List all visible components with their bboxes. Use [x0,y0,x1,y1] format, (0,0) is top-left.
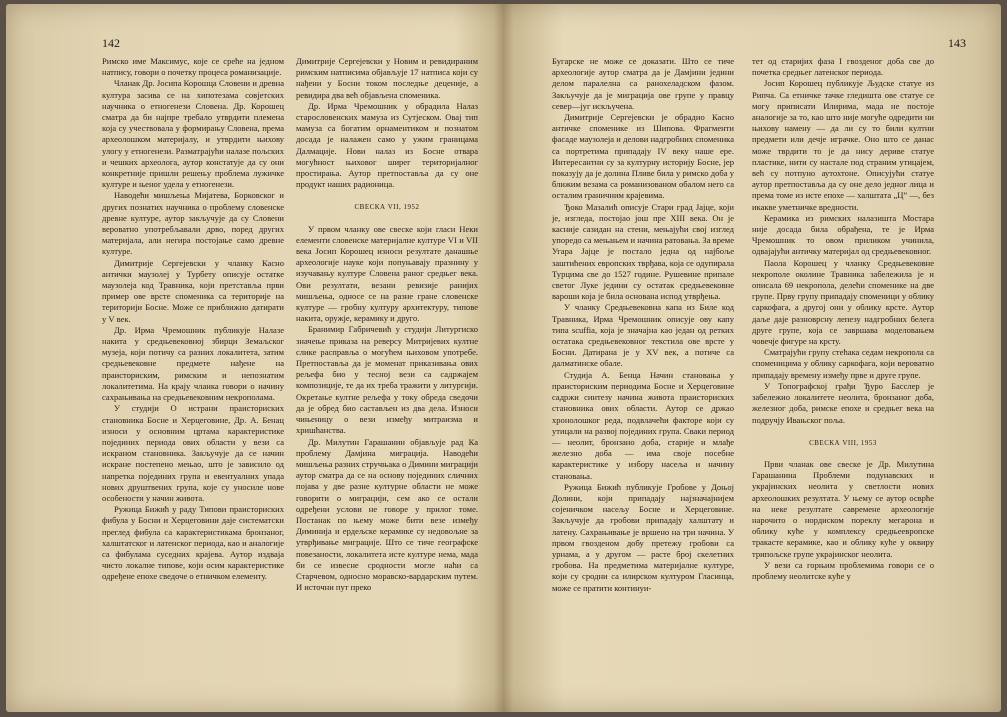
paragraph: Наводећи мишљења Мијатева, Борковског и других познатих научника о проблему словенске древне културе, аутор закључује да су Словени вероватно употребљавали дрво, поред других материјала, али негира постојање само древне културе. [102,190,284,257]
paragraph: Бранимир Габричевић у студији Литургиско значење приказа на реверсу Митријевих култне слике расправља о могућем њиховом употребе. Претпоставља да је моменат приказивања ових рељефа био у тесној вези са садржајем композиције, те да их треба тражити у литургији. Окретање култне рељефа у току обреда сведочи да је обред био састављен из два дела. Износи чињеницу о вези између митраизма и хришћанства. [296,324,478,436]
text-column-3 [552,56,734,696]
paragraph: У вези са горњим проблемима говори се о проблему неолитске куће у [752,559,934,581]
text-column-2 [296,56,478,696]
paragraph: Први чланак ове свеске је Др. Милутина Гарашанина Проблеми подунавских и украјинских неолита у светлости нових археолошких резултата. У њему се аутор осврће на неке резултате савремене археологије нарочито о нордиском пореклу мегарона и облику куће у комплексу средњеевропске тракасте керамике, као и облику куће у оквиру трипољске групе украјинског неолита. [752,458,934,559]
paragraph: Ружица Бижић у раду Типови праисториских фибула у Босни и Херцеговини даје систематски преглед фибула са карактеристикама бронзаног, халштатског и латенског периода, као и аналогије са фибулама суседних крајева. Аутор издваја чисто локалне типове, који осим карактеристике одређене епохе сведоче о етничком елементу. [102,504,284,582]
paragraph: У студији О истрани праисториских становника Босне и Херцеговине, Др. А. Бенац износи у основним цртама карактеристике појединих периода ових области у вези са искраном становника. Закључује да се начин искране постепено мењао, што је зависило од напретка појединих група и евентуалних упада нових друштвених група, које су уносиле нове особености у начин живота. [102,403,284,503]
paragraph: Др. Ирма Чремошник у обрадила Налаз старословенских мамуза из Сутјеском. Овај тип мамуза са богатим орнаментиком и познатом досада је налажен само у ужим границама Далмације. Нови налаз из Босне отвара могућност њиховог ширег територијалног простирања. Аутор претпоставља да су оне продукт наших радионица. [296,100,478,190]
paragraph: Чланак Др. Јосипа Корошца Словени и древна култура засива се на хипотезама совјетских научника о етногенези Словена. Др. Корошец сматра да би најпре требало утврдити племена која су учествовала у формирању Словена, према археолошком материјалу, и утврдити њихову улогу у етногенези. Разматрајући налазе пољских и чешких археолога, аутор констатује да су они конкретније пришли решењу проблема лужичке културе и њеног удела у етногенези. [102,78,284,190]
page-number-left: 142 [102,36,120,50]
paragraph: Ружица Бижић публикује Гробове у Доњој Долини, који припадају најзначајнијем сојеничком насељу Босне и Херцеговине. Закључује да гробови припадају халштату и латену. Сахрањивање је вршено на три начина. У првом гвозденом добу претежу гробови са урнама, а у другом — расте број скелетних гробова. На предметима материјалне културе, који су сродни са илирском културом Гласинца, може се пратити континуи- [552,481,734,593]
paragraph: Јосип Корошец публикује Људске статуе из Рипча. Са етничке тачке гледишта ове статуе се могу приписати Илирима, мада не постоје аналогије за то, као што није могуће одредити ни њихову намену — да ли су то били култни предмети или дечје играчке. Оно што се данас може тврдити то је да нису дериве статуе пластике, нити су настале под страним утицајем, већ су потпуно аутохтоне. Описујући статуе аутор претпоставља да су оне дело једног лица и према томе из исте епохе — халштата „Ц” —, без икакве уметничке вредности. [752,78,934,212]
paragraph: Димитрије Сергејевски у Новим и ревидираним римским натписима објављује 17 натписа који су нађени у Босни током последње деценије, а ревидира два већ објављена споменика. [296,56,478,100]
book-spread [6,4,1001,712]
paragraph: Сматрајући групу стећака седам некропола са споменицима у облику саркофага, који вероватно припадају времену између прве и друге групе. [752,347,934,380]
paragraph: Др. Милутин Гарашанин објављује рад Ка проблему Дамјина миграција. Наводећи мишљења разних стручњака о Димини миграцији аутор сматра да се на основу појединих сличних појава у две разне културне области не може говорити о миграцији, сем ако се остали одређени услови не говоре у прилог томе. Постанак по њему може бити везе између Диминија и ердељске керамике су недовољне за утврђивање миграције. Што се тиче географске повезаности, локалитета исте културе нема, мада би се извесне сродности могле наћи са Старчевом, односно моравско-вардарским путем. И источни пут преко [296,436,478,593]
paragraph: Димитрије Сергејевски је обрадио Касно античке споменике из Шипова. Фрагменти фасаде маузолеја и делови надгробних споменика са портретима припадају IV веку наше ере. Интересантни су за културну историју Босне, јер показују да је долина Пливе била у римско доба у ближим везама са романизованом обалом него са осталим граничним крајевима. [552,112,734,201]
paragraph: Римско име Максимус, које се среће на једном натпису, говори о почетку процеса романизације. [102,56,284,78]
paragraph: Бугарске не може се доказати. Што се тиче археологије аутор сматра да је Дамјини једини делом паралелна са ранохеладском фазом. Закључује да је миграција ове групе у правцу север—југ искључена. [552,56,734,111]
paragraph: Студија А. Бенца Начин становања у праисториским периодима Босне и Херцеговине садржи синтезу начина живота праисториских становника ових области. Аутор се држао хронолошког реда, подвлачећи факторе који су утицали на развој појединих група. Сваки период — неолит, бронзано доба, старије и млађе железно доба — има своје посебне карактеристике у избору насеља и начину становања. [552,369,734,481]
paragraph: Ђоко Мазалић описује Стари град Јајце, који је, изгледа, постојао још пре XIII века. Он је касније сазидан на стени, мењајући свој изглед упоредо са мењањем и начина ратовања. За време Угара Јајце је постало једна од најбоље заштићених европских тврђава, која се одупирала Турцима све до 1527 године. Рушевине припале светог Луке једини су остатак средњевековне вароши која је била основана испод утврђења. [552,201,734,302]
paragraph: Димитрије Сергејевски у чланку Касно антички маузолеј у Турбету описује остатке маузолеја код Травника, који претставља први пример ове врсте споменика са територије на територији Босне. Може се приближно датирати у V век. [102,257,284,324]
section-heading: СВЕСКА VII, 1952 [354,203,420,212]
paragraph: Паола Корошец у чланку Средњевековне некрополе околине Травника забележила је и описала 69 некропола, делећи споменике на две групе. Прву групу припадају споменици у облику саркофага, а другој они у облику крсте. Аутор даље даје разноврсну лепезу надгробних белега друге групе, која се завршава моделовањем човечје фигуре на крсту. [752,257,934,347]
section-heading: СВЕСКА VIII, 1953 [809,438,877,447]
page-number-right: 143 [948,36,966,50]
left-page [6,4,503,712]
text-column-4 [752,56,934,696]
paragraph: тет од старијих фаза I гвозденог доба све до почетка средњег латенског периода. [752,56,934,78]
right-page [504,4,1001,712]
paragraph: Др. Ирма Чремошник публикује Налазе накита у средњевековној збирци Земаљског музеја, који потичу са разних локалитета, затим средњевековне предмете нађене на праисториским, римским и непознатим локалитетима. На крају чланка говори о начину сахрањивања на средњевековним некрополама. [102,324,284,403]
paragraph: У чланку Средњевековна капа из Биле код Травника, Ирма Чремошник описује ову капу типа scuffia, која је значајна као један од ретких остатака средњевековног текстила ове врсте у Босни. Датирана је у XV век, а потиче са далматинске обале. [552,302,734,369]
paragraph: У Топографској грађи Ђуро Басслер је забележио локалитете неолита, бронзаног доба, железног доба, римске епохе и средњег века на подручју Ивањског поља. [752,380,934,425]
paragraph: Керамика из римских налазишта Мостара није досада била обрађена, те је Ирма Чремошник то овом приликом учинила, одвајајући античку материјал од средњевековног. [752,212,934,257]
paragraph: У првом чланку ове свеске који гласи Неки елементи словенске материјалне културе VI и VII века Јосип Корошец износи резултате данашње археологије науке који попуњавају празнину у изучавању културе Словена раног средњег века. Ови резултати, везани ревизије ранијих мишљења, односе се на разне гране словенске културе — гробну културу архитектуру, типове накита, оружје, керамику и друго. [296,223,478,324]
text-column-1 [102,56,284,696]
